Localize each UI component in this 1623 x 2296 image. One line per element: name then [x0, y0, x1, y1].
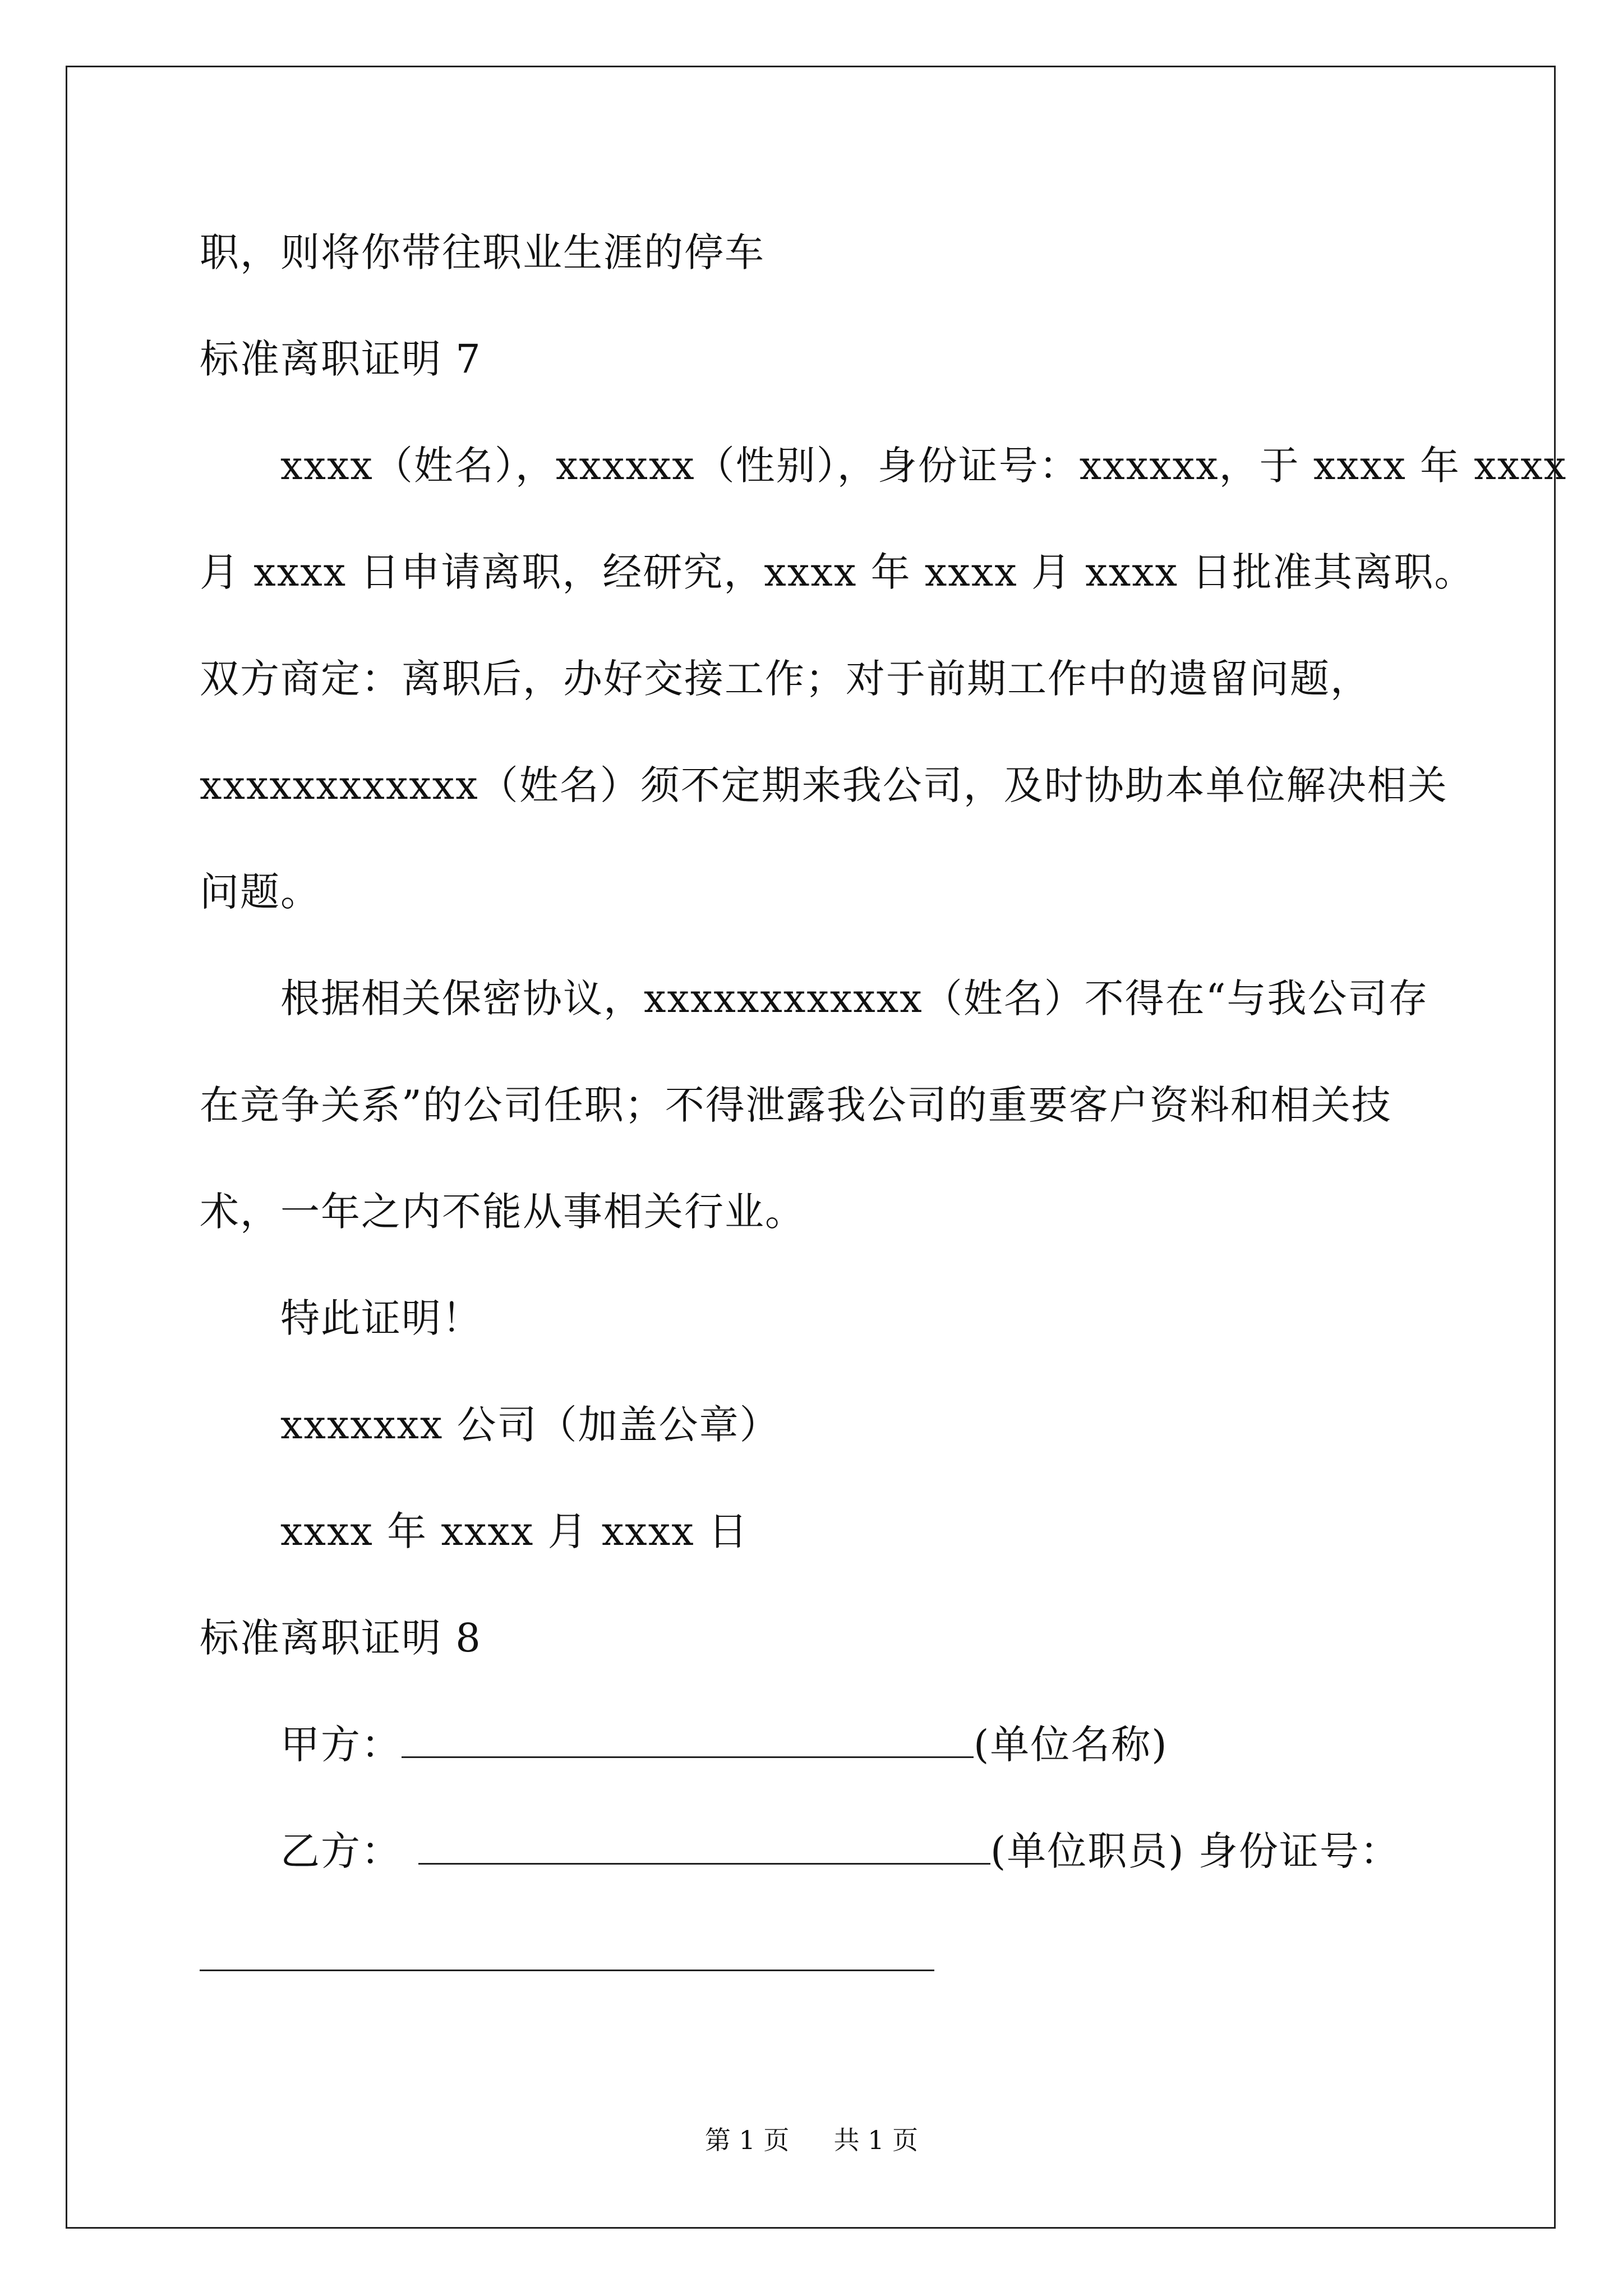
party-b-label: 乙方： — [280, 1828, 402, 1874]
paragraph-line-3 — [280, 440, 1567, 491]
paragraph-line-9: 在竞争关系”的公司任职；不得泄露我公司的重要客户资料和相关技 — [200, 1082, 1392, 1128]
id-number-blank[interactable] — [200, 1936, 934, 1971]
party-a-suffix: (单位名称) — [974, 1722, 1168, 1768]
paragraph-line-6: xxxxxxxxxxxx（姓名）须不定期来我公司，及时协助本单位解决相关 — [200, 762, 1448, 808]
page-number: 第 1 页 — [704, 2125, 790, 2155]
page-border — [66, 66, 1556, 2229]
section-title-8: 标准离职证明 8 — [200, 1615, 482, 1661]
party-a-line — [280, 1719, 1168, 1770]
party-a-name-blank[interactable] — [402, 1723, 974, 1758]
id-number-line — [200, 1932, 934, 1983]
paragraph-line-5: 双方商定：离职后，办好交接工作；对于前期工作中的遗留问题， — [200, 656, 1371, 702]
company-seal-line: xxxxxxx 公司（加盖公章） — [280, 1402, 780, 1448]
paragraph-line-8: 根据相关保密协议，xxxxxxxxxxxx（姓名）不得在“与我公司存 — [280, 976, 1429, 1022]
party-b-suffix: (单位职员) 身份证号： — [990, 1828, 1400, 1874]
section-title-7: 标准离职证明 7 — [200, 336, 482, 382]
text-line-1: 职，则将你带往职业生涯的停车 — [200, 229, 765, 275]
certify-line: 特此证明！ — [280, 1295, 482, 1341]
date-line: xxxx 年 xxxx 月 xxxx 日 — [280, 1508, 749, 1554]
page-total: 共 1 页 — [833, 2125, 919, 2155]
party-b-name-blank[interactable] — [418, 1829, 990, 1865]
party-a-label: 甲方： — [280, 1722, 402, 1768]
page-footer — [0, 2123, 1623, 2157]
paragraph-line-7: 问题。 — [200, 869, 321, 915]
paragraph-line-4: 月 xxxx 日申请离职，经研究，xxxx 年 xxxx 月 xxxx 日批准其离职。 — [200, 549, 1475, 595]
paragraph-line-3-text: xxxx（姓名），xxxxxx（性别），身份证号：xxxxxx，于 xxxx 年 xxxx — [280, 443, 1567, 489]
party-b-line — [280, 1826, 1400, 1876]
paragraph-line-10: 术，一年之内不能从事相关行业。 — [200, 1189, 805, 1235]
